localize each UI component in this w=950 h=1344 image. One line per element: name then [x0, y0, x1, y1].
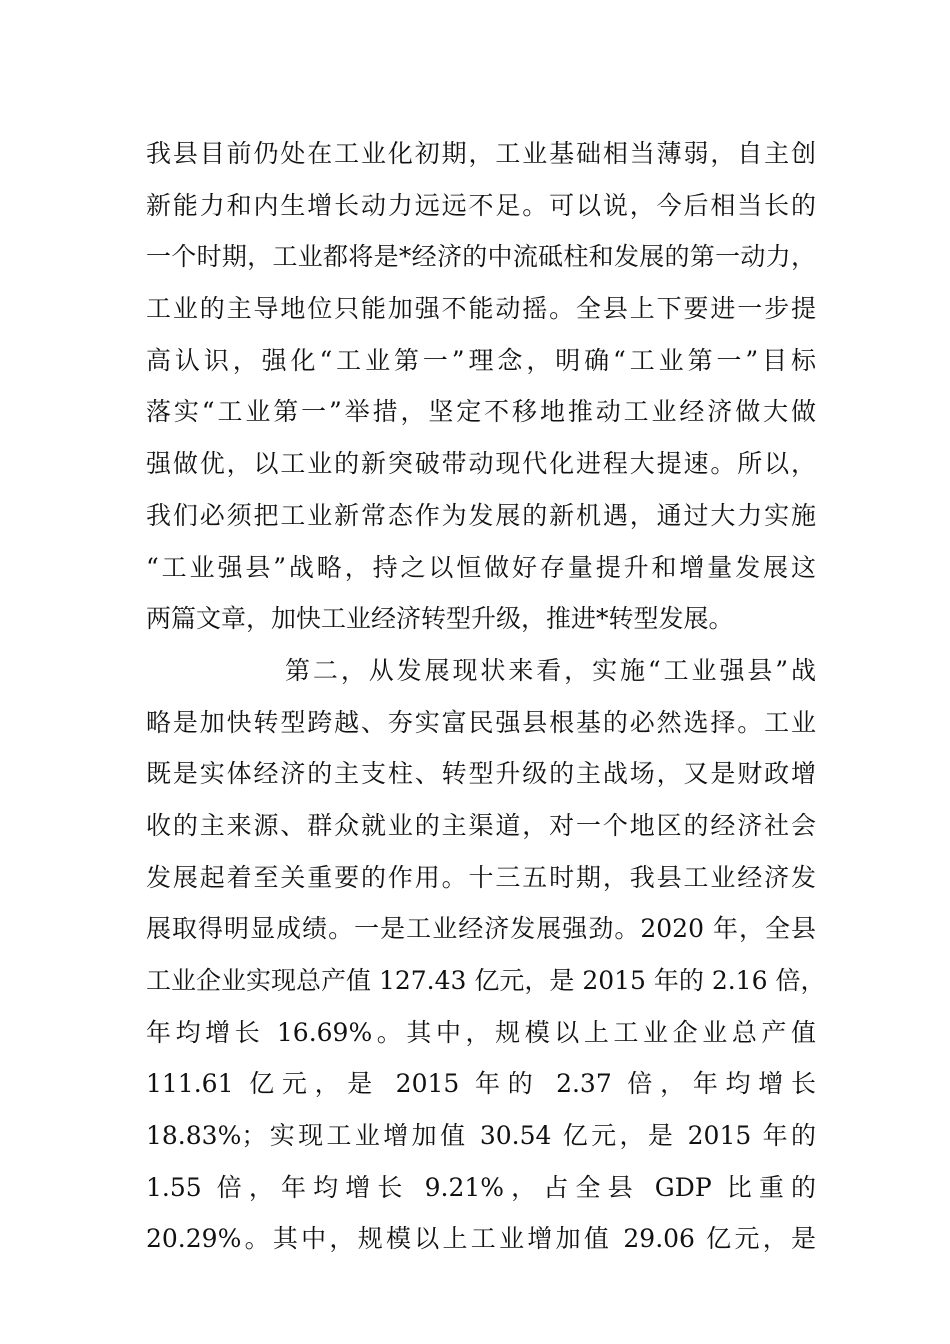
text-line: “工业强县”战略，持之以恒做好存量提升和增量发展这 — [146, 552, 816, 582]
text-line: 高认识，强化“工业第一”理念，明确“工业第一”目标 — [146, 345, 816, 375]
text-line: 我县目前仍处在工业化初期，工业基础相当薄弱，自主创 — [146, 139, 816, 168]
text-line: 新能力和内生增长动力远远不足。可以说，今后相当长的 — [146, 190, 816, 220]
text-line: 强做优，以工业的新突破带动现代化进程大提速。所以， — [146, 449, 816, 479]
text-line: 111.61 亿元，是 2015 年的 2.37 倍，年均增长 — [146, 1069, 816, 1099]
text-line: 发展起着至关重要的作用。十三五时期，我县工业经济发 — [146, 862, 816, 892]
text-line: 展取得明显成绩。一是工业经济发展强劲。2020 年，全县 — [146, 914, 816, 944]
text-line: 年均增长 16.69%。其中，规模以上工业企业总产值 — [146, 1017, 816, 1047]
text-line: 18.83%；实现工业增加值 30.54 亿元，是 2015 年的 — [146, 1121, 816, 1151]
text-line: 20.29%。其中，规模以上工业增加值 29.06 亿元，是 — [146, 1224, 816, 1254]
text-line: 收的主来源、群众就业的主渠道，对一个地区的经济社会 — [146, 810, 816, 840]
text-line: 工业的主导地位只能加强不能动摇。全县上下要进一步提 — [146, 294, 816, 324]
text-line: 工业企业实现总产值 127.43 亿元，是 2015 年的 2.16 倍， — [146, 966, 826, 995]
text-line: 落实“工业第一”举措，坚定不移地推动工业经济做大做 — [146, 397, 816, 427]
text-line: 1.55 倍，年均增长 9.21%，占全县 GDP 比重的 — [146, 1172, 816, 1202]
text-line: 一个时期，工业都将是*经济的中流砥柱和发展的第一动力， — [146, 242, 816, 272]
text-line: 我们必须把工业新常态作为发展的新机遇，通过大力实施 — [146, 500, 816, 530]
paragraph-start-line: 第二，从发展现状来看，实施“工业强县”战 — [285, 655, 816, 685]
text-line: 既是实体经济的主支柱、转型升级的主战场，又是财政增 — [146, 759, 816, 789]
text-line: 略是加快转型跨越、夯实富民强县根基的必然选择。工业 — [146, 707, 816, 737]
body-text — [146, 128, 826, 1265]
text-line: 两篇文章，加快工业经济转型升级，推进*转型发展。 — [146, 604, 734, 634]
